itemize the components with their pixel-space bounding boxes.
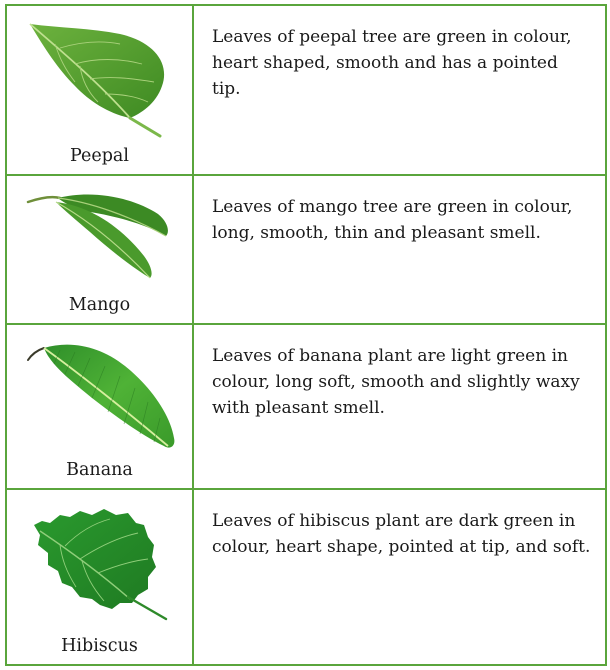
leaf-description: Leaves of hibiscus plant are dark green in colour, heart shape, pointed at tip, and soft. xyxy=(194,490,607,664)
leaf-table xyxy=(5,4,607,666)
leaf-image-cell xyxy=(7,176,194,323)
table-row xyxy=(7,490,607,666)
leaf-image-cell xyxy=(7,325,194,488)
leaf-image-cell xyxy=(7,490,194,664)
hibiscus-leaf-image xyxy=(20,501,180,626)
table-row xyxy=(7,176,607,325)
leaf-name: Banana xyxy=(66,460,133,480)
leaf-name: Peepal xyxy=(70,146,129,166)
mango-leaf-image xyxy=(20,186,180,286)
banana-leaf-image xyxy=(20,334,180,452)
leaf-description: Leaves of peepal tree are green in colour, heart shaped, smooth and has a pointed tip. xyxy=(194,6,607,174)
leaf-description: Leaves of banana plant are light green in colour, long soft, smooth and slightly waxy with pleasant smell. xyxy=(194,325,607,488)
leaf-image-cell xyxy=(7,6,194,174)
table-row xyxy=(7,325,607,490)
peepal-leaf-image xyxy=(20,14,180,139)
leaf-description: Leaves of mango tree are green in colour, long, smooth, thin and pleasant smell. xyxy=(194,176,607,323)
table-row xyxy=(7,6,607,176)
leaf-name: Mango xyxy=(68,295,131,315)
leaf-name: Hibiscus xyxy=(61,636,138,656)
